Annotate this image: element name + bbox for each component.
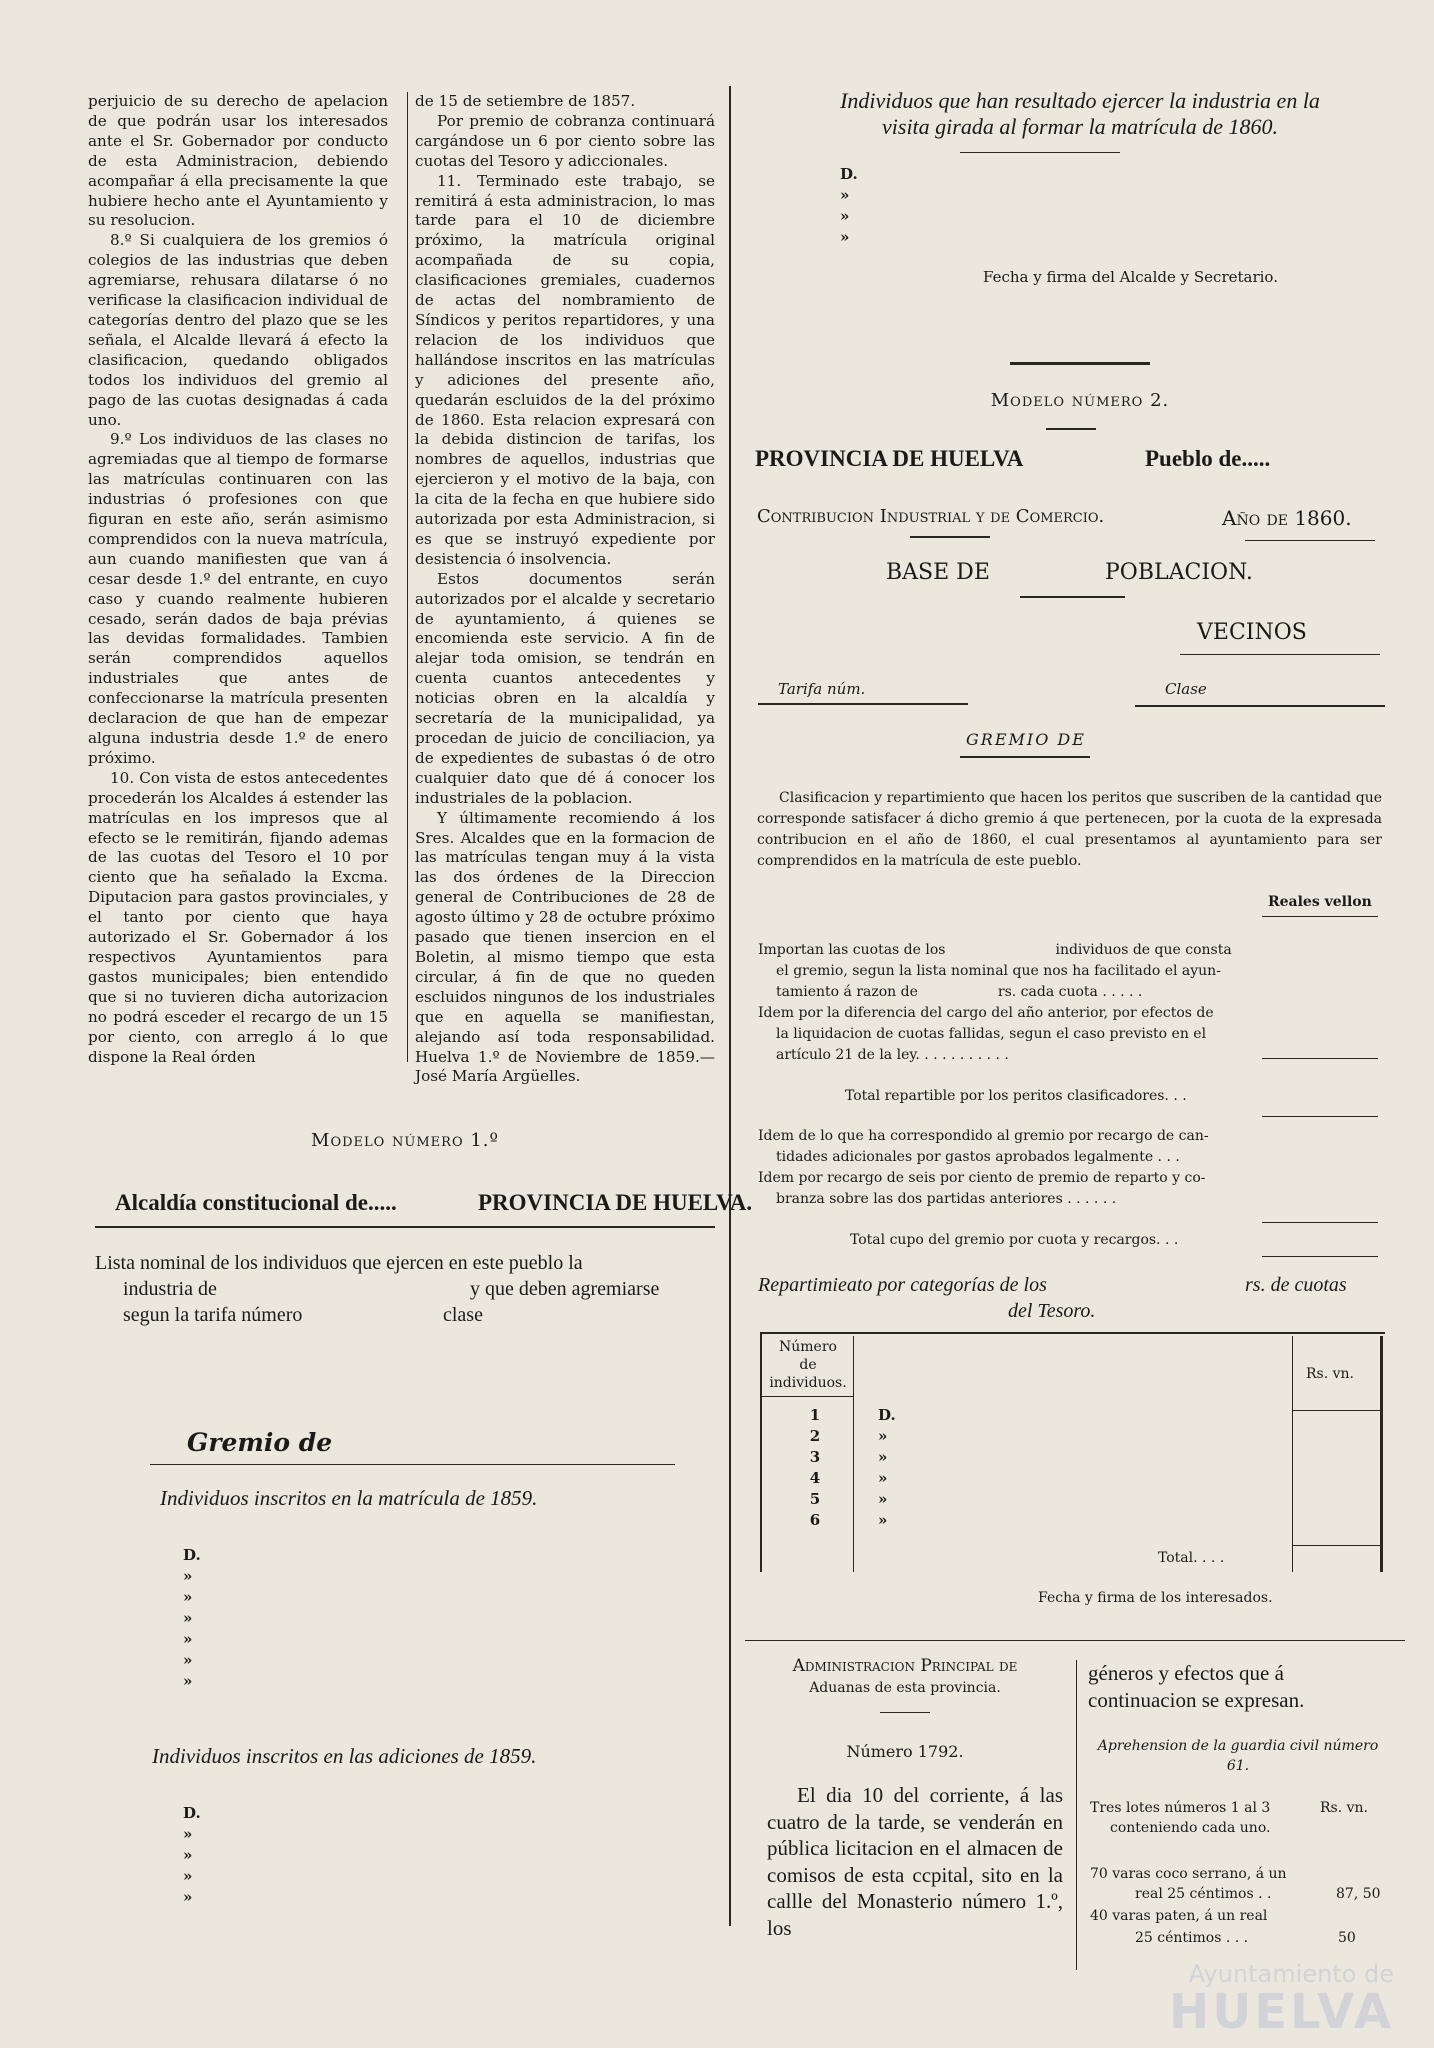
ornament-rule-1 <box>960 152 1120 153</box>
table-mark: » <box>878 1448 888 1466</box>
paragraph-documentos: Estos documentos serán autorizados por el alcalde y secretario de ayuntamiento, á quienes se encomienda este servicio. A fin de alejar toda omision, se tendrán en cuenta cuantos antecedentes y noticias obren en la alcaldía y secretaría de la municipalidad, ya procedan de juicio de conciliacion, ya de expedientes de subastas ó de otro cualquier dato que dé á conocer los industriales de la poblacion. <box>415 569 715 807</box>
paragraph-ultimamente: Y últimamente recomiendo á los Sres. Alcaldes que en la formacion de las matrículas tengan muy á la vista las dos órdenes de la Direccion general de Contribuciones de 28 de agosto último y 28 de octubre próximo pasado que tienen insercion en el Boletin, al mismo tiempo que esta circular, á fin de que no queden escluidos ningunos de los industriales que en aquella se manifiestan, alejando así toda responsabilidad. Huelva 1.º de Noviembre de 1859.—José María Argüelles. <box>415 808 715 1086</box>
table-col-rule-1 <box>853 1336 854 1572</box>
inscritos-mark: » <box>183 1588 193 1606</box>
inscritos-marks <box>183 1545 223 1692</box>
tarifa-rule <box>758 703 968 705</box>
importan-text-a: Importan las cuotas de los <box>758 942 946 958</box>
base-de-heading: BASE DE <box>886 560 990 585</box>
idem2-line-1: Idem de lo que ha correspondido al gremio por recargo de can- <box>758 1128 1209 1144</box>
column-divider-bottom-right <box>1076 1660 1077 1970</box>
inscritos-title: Individuos inscritos en la matrícula de 1859. <box>160 1486 538 1510</box>
table-mark: » <box>878 1490 888 1508</box>
contribucion-heading: Contribucion Industrial y de Comercio. <box>757 506 1105 527</box>
table-mark: » <box>878 1511 888 1529</box>
paragraph-article-11: 11. Terminado este trabajo, se remitirá á esta administracion, lo mas tarde para el 10 de diciembre próximo, la matrícula original acompañada de su copia, clasificaciones gremiales, cuadernos de actas del nombramiento de Síndicos y peritos repartidores, y una relacion de los individuos que hallándose inscritos en las matrículas y adiciones del presente año, quedarán escluidos de la del próximo de 1860. Esta relacion expresará con la debida distincion de tarifas, los nombres de aquellos, industrias que ejercieron y el motivo de la baja, con la cita de la fecha en que hubiere sido autorizada por esta Administracion, si es que se instruyó expediente por desistencia ó insolvencia. <box>415 171 715 568</box>
column-divider-left <box>407 92 408 1062</box>
ornament-rule-5 <box>1020 596 1125 598</box>
aduanas-short-rule <box>880 1712 930 1713</box>
importan-line-2: el gremio, segun la lista nominal que nos ha facilitado el ayun- <box>776 963 1221 979</box>
ornament-rule-4 <box>1245 540 1375 541</box>
provincia-heading-1: PROVINCIA DE HUELVA. <box>478 1190 753 1215</box>
item-2-line-1: 40 varas paten, á un real <box>1090 1908 1268 1924</box>
inscritos-mark: » <box>183 1567 193 1585</box>
idem3-line-1: Idem por recargo de seis por ciento de premio de reparto y co- <box>758 1170 1206 1186</box>
table-number: 6 <box>809 1511 821 1529</box>
rsvn-label: Rs. vn. <box>1320 1800 1369 1816</box>
amount-rule-2 <box>1262 1116 1378 1117</box>
paragraph-continuation-b: de 15 de setiembre de 1857. <box>415 92 636 110</box>
paragraph-article-10: 10. Con vista de estos antecedentes procederán los Alcaldes á estender las matrículas en los impresos que al efecto se le remitirán, fijando ademas de las cuotas del Tesoro el 10 por ciento que ha señalado la Excma. Diputacion para gastos provinciales, y el tanto por ciento que haya autorizado el Sr. Gobernador á los respectivos Ayuntamientos para gastos municipales; bien entendido que si no tuvieren dicha autorizacion no podrá esceder el recargo de un 15 por ciento, con arreglo á lo que dispone la Real órden <box>88 768 388 1066</box>
alcaldia-heading: Alcaldía constitucional de..... <box>115 1190 397 1215</box>
gremio-heading-2: GREMIO DE <box>966 730 1086 749</box>
importan-text-b: individuos de que consta <box>1055 942 1232 958</box>
visita-title-line-1: Individuos que han resultado ejercer la industria en la <box>840 88 1320 113</box>
total-cupo: Total cupo del gremio por cuota y recargos. . . <box>850 1232 1179 1248</box>
table-number: 2 <box>809 1427 821 1445</box>
aprehension-title: Aprehension de la guardia civil número 61. <box>1097 1738 1379 1774</box>
table-mark: » <box>878 1427 888 1445</box>
inscritos-mark: » <box>183 1609 193 1627</box>
ornament-rule-6 <box>1180 654 1380 655</box>
table-mark: » <box>878 1469 888 1487</box>
table-left-rule <box>760 1332 762 1572</box>
item-2-line-2: 25 céntimos . . . <box>1135 1930 1249 1946</box>
adiciones-mark: D. <box>183 1804 201 1822</box>
adiciones-mark: » <box>183 1888 193 1906</box>
idem3-line-2: branza sobre las dos partidas anteriores . . . . . . <box>776 1191 1117 1207</box>
adiciones-marks <box>183 1803 223 1908</box>
importan-line-1 <box>758 940 1268 961</box>
watermark-line-2: HUELVA <box>1169 1984 1394 2040</box>
gremio-rule <box>150 1464 675 1465</box>
inscritos-mark: » <box>183 1651 193 1669</box>
adiciones-title: Individuos inscritos en las adiciones de 1859. <box>152 1744 537 1768</box>
section-rule-bottom <box>745 1640 1405 1641</box>
liquidation-block <box>758 940 1268 1066</box>
visita-mark: » <box>840 228 850 246</box>
adiciones-mark: » <box>183 1846 193 1864</box>
anio-heading: Año de 1860. <box>1222 506 1352 530</box>
importan-text-d: rs. cada cuota . . . . . <box>997 984 1143 1000</box>
ornament-rule-2 <box>1010 362 1150 365</box>
aduanas-heading-line-1: Administracion Principal de <box>792 1656 1018 1676</box>
gremio-heading-2-rule <box>960 756 1090 758</box>
lista-line-3b: clase <box>443 1304 483 1326</box>
total-repartible: Total repartible por los peritos clasificadores. . . <box>845 1088 1187 1104</box>
idem2-line-2: tidades adicionales por gastos aprobados legalmente . . . <box>776 1149 1180 1165</box>
aduanas-numero: Número 1792. <box>846 1742 964 1761</box>
lista-line-2a: industria de <box>123 1278 217 1300</box>
inscritos-mark: » <box>183 1630 193 1648</box>
reales-vellon-label: Reales vellon <box>1268 894 1372 910</box>
tarifa-label: Tarifa núm. <box>778 680 866 698</box>
idem1-line-2: la liquidacion de cuotas fallidas, segun el caso previsto en el <box>776 1026 1207 1042</box>
visita-mark: D. <box>840 165 858 183</box>
lista-line-2b: y que deben agremiarse <box>470 1278 660 1300</box>
left-column-a <box>88 92 388 1067</box>
fecha-alcalde: Fecha y firma del Alcalde y Secretario. <box>983 268 1278 286</box>
visita-marks <box>840 164 880 248</box>
item-1-line-2: real 25 céntimos . . <box>1135 1886 1272 1902</box>
table-rs-rule <box>1293 1410 1380 1411</box>
repartimiento-line-2: del Tesoro. <box>1008 1300 1096 1322</box>
paragraph-continuation: perjuicio de su derecho de apelacion de que podrán usar los interesados ante el Sr. Gobernador por conducto de esta Administracion, debiendo acompañar á ella precisamente la que hubiere hecho ante el Ayuntamiento y su resolucion. <box>88 92 388 230</box>
lotes-line-1: Tres lotes números 1 al 3 <box>1090 1800 1271 1816</box>
table-mark: D. <box>878 1406 896 1424</box>
table-col-rule-2 <box>1292 1336 1293 1572</box>
aduanas-heading-line-2: Aduanas de esta provincia. <box>809 1680 1001 1696</box>
modelo-2-short-rule <box>1046 428 1096 430</box>
clase-label: Clase <box>1165 680 1207 698</box>
modelo-2-title: Modelo número 2. <box>990 390 1170 411</box>
inscritos-mark: D. <box>183 1546 201 1564</box>
table-total: Total. . . . <box>1158 1550 1225 1566</box>
modelo-1-rule <box>95 1226 715 1228</box>
table-numbers <box>800 1405 830 1531</box>
clase-rule <box>1135 705 1385 707</box>
ayuntamiento-watermark <box>1169 1960 1394 2040</box>
amount-rule-3 <box>1262 1222 1378 1223</box>
table-header-line-3: individuos. <box>769 1375 847 1391</box>
table-number: 4 <box>809 1469 821 1487</box>
aduanas-body: El dia 10 del corriente, á las cuatro de la tarde, se venderán en pública licitacion en el almacen de comisos de esta ccpital, sito en la callle del Monasterio número 1.º, los <box>767 1783 1063 1940</box>
visita-mark: » <box>840 207 850 225</box>
importan-line-3 <box>758 982 1268 1003</box>
lotes-line-2: conteniendo cada uno. <box>1110 1820 1271 1836</box>
provincia-heading-2: PROVINCIA DE HUELVA <box>755 446 1024 471</box>
gremio-heading-1: Gremio de <box>187 1428 333 1457</box>
inscritos-mark: » <box>183 1672 193 1690</box>
lista-line-1: Lista nominal de los individuos que ejercen en este pueblo la <box>95 1252 583 1274</box>
table-header-line-1: Número <box>779 1339 837 1355</box>
clasificacion-paragraph: Clasificacion y repartimiento que hacen los peritos que suscriben de la cantidad que corresponde satisfacer á dicho gremio á que pertenecen, por la cuota de la expresada contribucion en el año de 1860, el cual presentamos al ayuntamiento para ser comprendidos en la matrícula de este pueblo. <box>757 790 1382 869</box>
poblacion-heading: POBLACION. <box>1105 560 1253 585</box>
table-header-line-2: de <box>799 1357 817 1373</box>
table-rs-header: Rs. vn. <box>1306 1366 1355 1382</box>
fecha-interesados: Fecha y firma de los interesados. <box>1038 1590 1273 1606</box>
adiciones-mark: » <box>183 1825 193 1843</box>
lista-line-3a: segun la tarifa número <box>123 1304 303 1326</box>
modelo-1-title: Modelo número 1.º <box>311 1130 499 1151</box>
reales-rule <box>1262 916 1378 917</box>
importan-text-c: tamiento á razon de <box>776 984 918 1000</box>
amount-rule-1 <box>1262 1058 1378 1059</box>
ornament-rule-3 <box>910 536 990 538</box>
table-header <box>764 1338 852 1392</box>
table-number: 1 <box>809 1406 821 1424</box>
idem1-line-3: artículo 21 de la ley. . . . . . . . . . . <box>776 1047 1009 1063</box>
item-1-line-1: 70 varas coco serrano, á un <box>1090 1866 1287 1882</box>
pueblo-heading: Pueblo de..... <box>1145 446 1271 471</box>
idem1-line-1: Idem por la diferencia del cargo del año anterior, por efectos de <box>758 1005 1214 1021</box>
table-number: 3 <box>809 1448 821 1466</box>
repartimiento-line-1a: Repartimieato por categorías de los <box>758 1274 1047 1296</box>
paragraph-article-8: 8.º Si cualquiera de los gremios ó colegios de las industrias que deben agremiarse, rehusara dilatarse ó no verificase la clasificacion individual de categorías dentro del plazo que se les señala, el Alcalde llevará á efecto la clasificacion, quedando obligados todos los individuos del gremio al pago de las cuotas designadas á cada uno. <box>88 231 388 429</box>
amount-rule-4 <box>1262 1256 1378 1257</box>
table-marks <box>878 1405 908 1531</box>
item-2-value: 50 <box>1338 1930 1356 1946</box>
generos-text: géneros y efectos que á continuacion se expresan. <box>1088 1661 1305 1712</box>
repartimiento-line-1b: rs. de cuotas <box>1245 1274 1347 1296</box>
table-total-rule <box>1293 1545 1380 1546</box>
visita-mark: » <box>840 186 850 204</box>
watermark-line-1: Ayuntamiento de <box>1188 1960 1394 1988</box>
column-divider-center <box>729 86 731 1926</box>
vecinos-heading: VECINOS <box>1197 620 1307 645</box>
paragraph-premio: Por premio de cobranza continuará cargándose un 6 por ciento sobre las cuotas del Tesoro y adiccionales. <box>415 111 715 170</box>
table-top-rule <box>760 1332 1385 1334</box>
table-head-rule <box>762 1396 853 1397</box>
adiciones-mark: » <box>183 1867 193 1885</box>
recargos-block <box>758 1126 1268 1210</box>
visita-title-line-2: visita girada al formar la matrícula de 1860. <box>882 114 1278 139</box>
paragraph-article-9: 9.º Los individuos de las clases no agremiadas que al tiempo de formarse las matrículas continuaren con las industrias ó profesiones con que figuran en este año, serán asimismo comprendidos con la nueva matrícula, aun cuando manifiesten que van á cesar desde 1.º del entrante, en cuyo caso y cuando realmente hubieren cesado, serán dados de baja prévias las devidas formalidades. Tambien serán comprendidos aquellos industriales que antes de confeccionarse la matrícula presenten declaracion de que han de empezar alguna industria desde 1.º de enero próximo. <box>88 430 388 767</box>
table-right-rule <box>1380 1336 1383 1572</box>
left-column-b <box>415 92 715 1087</box>
table-number: 5 <box>809 1490 821 1508</box>
item-1-value: 87, 50 <box>1336 1886 1381 1902</box>
